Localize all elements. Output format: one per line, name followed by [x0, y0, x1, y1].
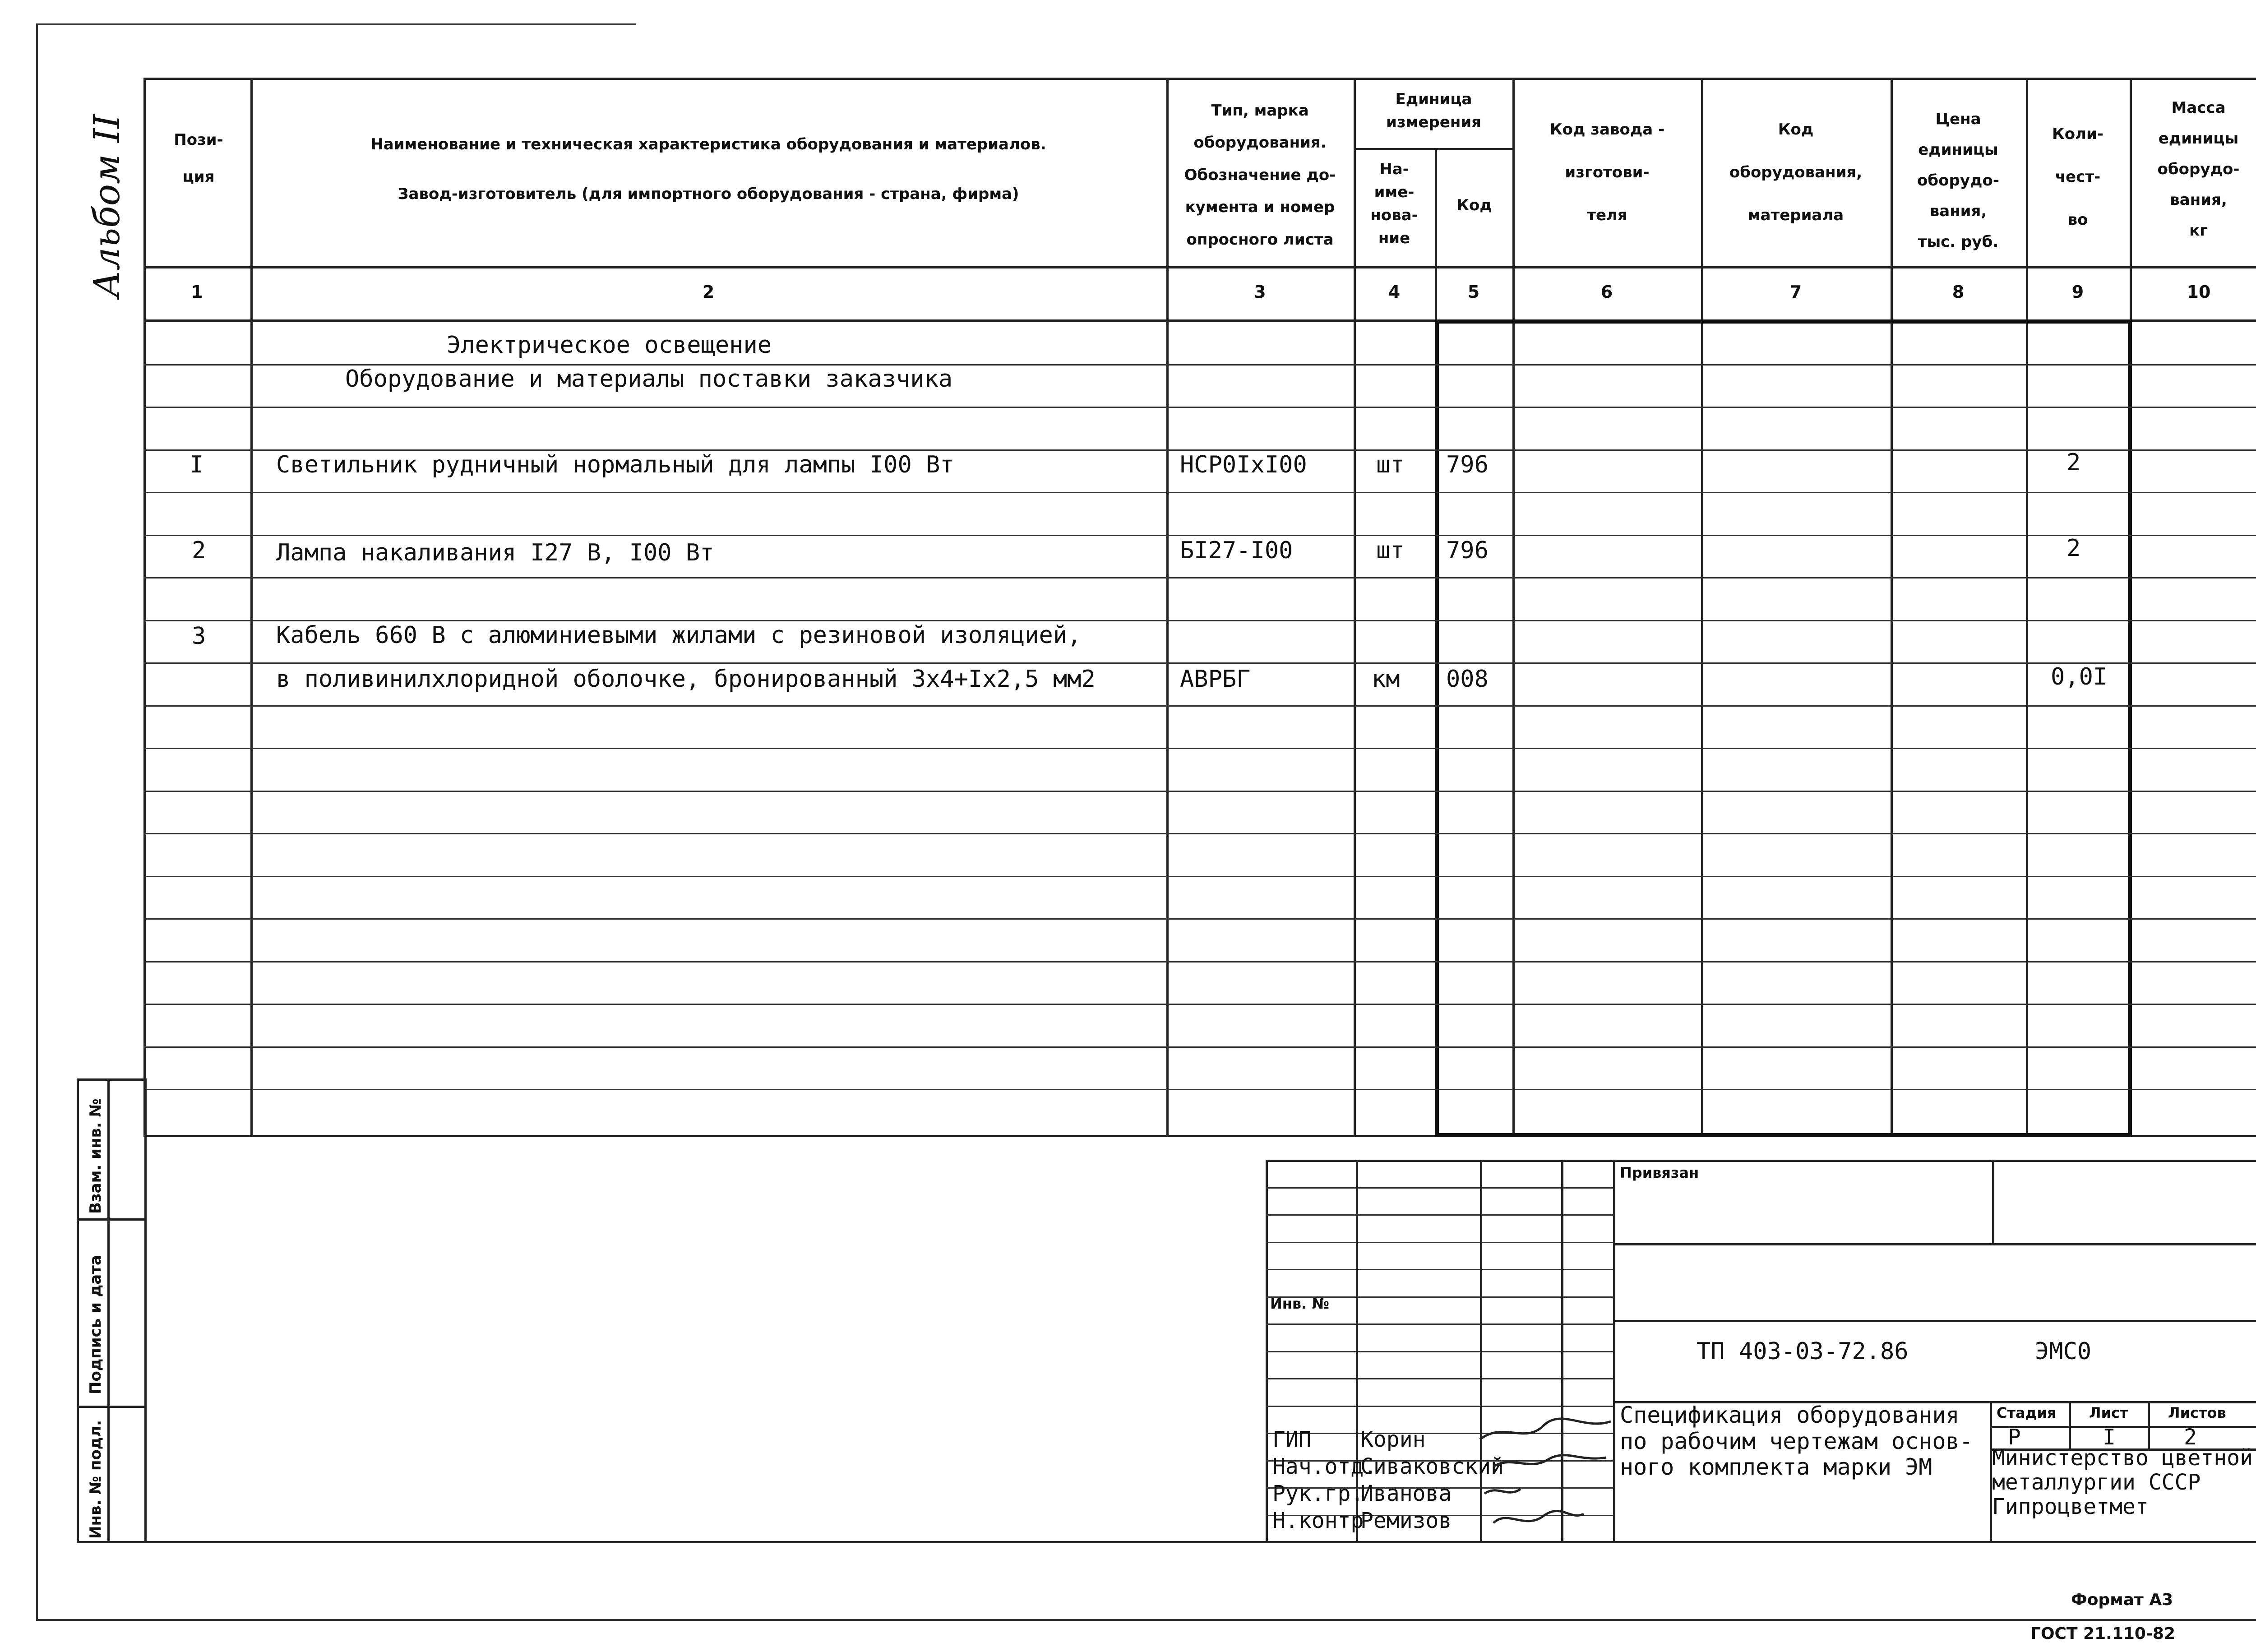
- col-number: 10: [2187, 282, 2211, 302]
- stamp-title: Спецификация оборудования по рабочим чертежам основ- ного комплекта марки ЭМ: [1620, 1402, 1973, 1480]
- table-row-line: [143, 791, 2256, 792]
- section-subtitle: Оборудование и материалы поставки заказчика: [345, 366, 953, 393]
- row-3-type: АВРБГ: [1180, 666, 1251, 693]
- section-title: Электрическое освещение: [447, 332, 772, 359]
- row-2-type: БI27-I00: [1180, 537, 1293, 564]
- side-strip-line: [77, 1218, 147, 1221]
- col-number: 8: [1952, 282, 1965, 302]
- row-1-qty: 2: [2066, 449, 2081, 476]
- side-strip-line: [77, 1406, 147, 1408]
- col-number: 4: [1388, 282, 1401, 302]
- table-row-line: [143, 577, 2256, 578]
- table-row-line: [143, 833, 2256, 834]
- row-3-name-cont: в поливинилхлоридной оболочке, бронированный 3х4+Iх2,5 мм2: [276, 666, 1096, 693]
- gost-label: ГОСТ 21.110-82: [2030, 1624, 2176, 1643]
- stamp-role: ГИП: [1272, 1427, 1312, 1452]
- stamp-role: Рук.гр.: [1272, 1481, 1364, 1506]
- table-row-line: [143, 449, 2256, 451]
- header-qty: Коли- чест- во: [2052, 125, 2103, 229]
- stamp-row: [1613, 1243, 2256, 1245]
- stamp-col: [1992, 1160, 1994, 1245]
- side-label-replace: Взам. инв. №: [87, 1098, 105, 1214]
- stamp-col: [2069, 1401, 2071, 1451]
- left-frame-line: [36, 23, 38, 1621]
- stamp-doc-code: ТП 403-03-72.86: [1697, 1338, 1909, 1365]
- table-row-line: [143, 1004, 2256, 1005]
- col-number: 9: [2071, 282, 2084, 302]
- stamp-row: [1613, 1320, 2256, 1322]
- stamp-inv-no: Инв. №: [1270, 1295, 1329, 1312]
- stamp-sheet-label: Лист: [2089, 1404, 2128, 1421]
- stamp-sheet: I: [2103, 1425, 2116, 1450]
- row-3-unit: км: [1372, 666, 1400, 693]
- table-row-line: [143, 492, 2256, 493]
- row-2-unit: шт: [1376, 537, 1405, 564]
- table-row-line: [143, 407, 2256, 408]
- stamp-person: Сиваковский: [1360, 1454, 1504, 1479]
- table-row-line: [143, 1089, 2256, 1090]
- header-unit-name: На- име- нова- ние: [1370, 160, 1418, 247]
- stamp-mark: ЭМС0: [2035, 1338, 2092, 1365]
- stamp-person: Иванова: [1360, 1481, 1452, 1506]
- table-row-line: [143, 535, 2256, 536]
- header-name-b: Завод-изготовитель (для импортного оборудования - страна, фирма): [398, 185, 1019, 203]
- bottom-frame-line: [36, 1619, 2256, 1621]
- header-type: Тип, марка оборудования. Обозначение до- кумента и номер опросного листа: [1184, 102, 1336, 249]
- stamp-sheets-label: Листов: [2168, 1404, 2226, 1421]
- row-3-pos: 3: [192, 623, 206, 650]
- col-number: 7: [1789, 282, 1802, 302]
- album-label: Альбом II: [86, 114, 128, 298]
- row-3-code: 008: [1446, 666, 1489, 693]
- table-row-line: [143, 918, 2256, 920]
- row-1-unit: шт: [1376, 451, 1405, 478]
- table-row-line: [143, 1046, 2256, 1048]
- header-mass: Масса единицы оборудо- вания, кг: [2157, 99, 2240, 240]
- header-unit-code: Код: [1456, 196, 1492, 214]
- stamp-stage-label: Стадия: [1997, 1404, 2057, 1421]
- header-name-a: Наименование и техническая характеристика оборудования и материалов.: [370, 135, 1046, 153]
- side-label-signature: Подпись и дата: [87, 1255, 105, 1394]
- side-label-inventory: Инв. № подл.: [87, 1420, 105, 1539]
- header-equipment-code: Код оборудования, материала: [1729, 120, 1863, 225]
- unit-header-line: [1354, 148, 1512, 150]
- stamp-row: [1990, 1426, 2256, 1428]
- row-2-code: 796: [1446, 537, 1489, 564]
- col-line: [250, 78, 253, 1137]
- stamp-sheets: 2: [2184, 1425, 2197, 1450]
- col-number: 1: [191, 282, 203, 302]
- header-pos: Пози- ция: [174, 131, 223, 186]
- row-3-qty: 0,0I: [2051, 663, 2108, 690]
- header-divider: [143, 266, 2256, 268]
- table-row-line: [143, 662, 2256, 664]
- header-unit: Единица измерения: [1386, 90, 1481, 131]
- side-strip-divider: [107, 1078, 110, 1543]
- bold-box: [1435, 319, 2132, 1137]
- col-number: 6: [1600, 282, 1613, 302]
- signatures: [1466, 1417, 1638, 1539]
- row-2-pos: 2: [192, 537, 206, 564]
- stamp-stage: Р: [2008, 1425, 2021, 1450]
- table-row-line: [143, 705, 2256, 707]
- col-number: 3: [1254, 282, 1266, 302]
- row-2-name: Лампа накаливания I27 В, I00 Вт: [276, 539, 714, 566]
- top-frame-line: [36, 23, 636, 25]
- stamp-col: [2148, 1401, 2150, 1451]
- row-1-type: НСР0IхI00: [1180, 451, 1307, 478]
- table-row-line: [143, 748, 2256, 749]
- stamp-person: Корин: [1360, 1427, 1426, 1452]
- stamp-org: Министерство цветной металлургии СССР Гипроцветмет: [1992, 1445, 2253, 1519]
- row-3-name: Кабель 660 В с алюминиевыми жилами с резиновой изоляцией,: [276, 622, 1082, 649]
- row-2-qty: 2: [2066, 535, 2081, 562]
- stamp-person: Ремизов: [1360, 1508, 1452, 1533]
- col-number: 5: [1467, 282, 1480, 302]
- col-number: 2: [702, 282, 715, 302]
- stamp-role: Н.контр: [1272, 1508, 1364, 1533]
- header-factory-code: Код завода - изготови- теля: [1549, 120, 1665, 225]
- stamp-privyazan: Привязан: [1620, 1164, 1699, 1181]
- table-row-line: [143, 620, 2256, 621]
- row-1-name: Светильник рудничный нормальный для лампы I00 Вт: [276, 451, 954, 478]
- table-row-line: [143, 876, 2256, 877]
- stamp-role: Нач.отд.: [1272, 1454, 1377, 1479]
- row-1-pos: I: [190, 451, 204, 478]
- format-label: Формат А3: [2071, 1591, 2173, 1609]
- table-row-line: [143, 961, 2256, 963]
- row-1-code: 796: [1446, 451, 1489, 478]
- header-price: Цена единицы оборудо- вания, тыс. руб.: [1917, 110, 1999, 251]
